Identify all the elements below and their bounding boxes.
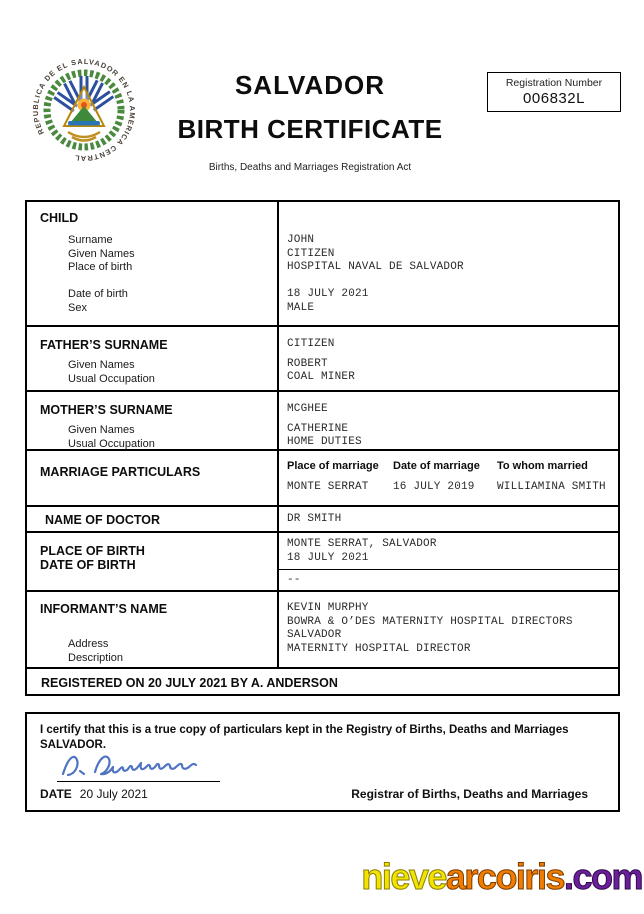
informant-labels-cell: [27, 592, 279, 667]
certificate-table: [25, 200, 620, 696]
seal-ring-text: REPUBLICA DE EL SALVADOR EN LA AMERICA CENTRAL: [30, 56, 138, 163]
certify-statement-line2: SALVADOR.: [40, 738, 107, 751]
birth-extra-value: --: [287, 574, 301, 586]
child-section-header: CHILD: [40, 211, 79, 225]
watermark-part2: arcoiris: [445, 856, 564, 897]
father-section-header: FATHER’S SURNAME: [40, 338, 168, 352]
child-given-names-label: Given Names: [68, 247, 135, 260]
watermark-part1: nieve: [361, 856, 446, 897]
father-given-names-value: ROBERT: [287, 357, 328, 370]
registered-line: REGISTERED ON 20 JULY 2021 BY A. ANDERSON: [41, 676, 338, 690]
informant-name-value: KEVIN MURPHY: [287, 602, 369, 614]
registrar-title: Registrar of Births, Deaths and Marriages: [351, 787, 588, 801]
signature-underline: [57, 781, 220, 782]
mother-section-header: MOTHER’S SURNAME: [40, 403, 173, 417]
marriage-col-date: [393, 460, 497, 505]
birth-values-bottom: [279, 569, 618, 590]
marriage-col-place: [287, 460, 393, 505]
date-of-birth-value: 18 JULY 2021: [287, 551, 369, 564]
father-values-cell: [279, 327, 618, 390]
el-salvador-seal: [24, 50, 144, 170]
doctor-row: [27, 505, 618, 531]
place-of-marriage-label: Place of marriage: [287, 460, 379, 472]
doctor-name-value: DR SMITH: [287, 513, 342, 525]
father-occupation-label: Usual Occupation: [68, 372, 155, 385]
informant-address-label: Address: [68, 638, 109, 650]
father-given-names-label: Given Names: [68, 359, 135, 371]
date-of-marriage-label: Date of marriage: [393, 460, 480, 472]
child-labels: [68, 234, 271, 315]
birth-labels-cell: [27, 533, 279, 590]
child-sex-value: MALE: [287, 301, 315, 314]
child-labels-cell: [27, 202, 279, 325]
child-surname-value: JOHN: [287, 234, 315, 246]
mother-occupation-value: HOME DUTIES: [287, 436, 362, 448]
certify-bottom-row: [40, 787, 588, 801]
child-place-of-birth-value: HOSPITAL NAVAL DE SALVADOR: [287, 261, 464, 273]
mother-given-names-label: Given Names: [68, 424, 135, 436]
document-subtitle: BIRTH CERTIFICATE: [177, 114, 443, 144]
child-place-of-birth-label: Place of birth: [68, 261, 133, 273]
mother-row: [27, 390, 618, 449]
father-row: [27, 325, 618, 390]
child-row: [27, 202, 618, 325]
title-block: [155, 70, 465, 173]
watermark-part3: .com: [563, 856, 642, 897]
doctor-label-cell: [27, 507, 279, 531]
father-labels-cell: [27, 327, 279, 390]
certification-box: [25, 712, 620, 812]
to-whom-married-label: To whom married: [497, 460, 588, 472]
child-date-of-birth-value: 18 JULY 2021: [287, 288, 369, 300]
certify-statement-line1: I certify that this is a true copy of particulars kept in the Registry of Births, Deaths and Marriages: [40, 724, 569, 736]
birth-row: [27, 531, 618, 590]
date-label: DATE: [40, 787, 72, 801]
informant-description-value: MATERNITY HOSPITAL DIRECTOR: [287, 642, 471, 655]
child-surname-label: Surname: [68, 234, 113, 246]
informant-org-value: BOWRA & O’DES MATERNITY HOSPITAL DIRECTORS: [287, 615, 573, 628]
informant-row: [27, 590, 618, 667]
date-value: 20 July 2021: [79, 787, 148, 801]
date-line: [40, 787, 148, 801]
child-sex-label: Sex: [68, 301, 87, 314]
informant-values-cell: [279, 592, 618, 667]
registration-number-box: [487, 72, 621, 112]
registration-number-value: 006832L: [523, 90, 585, 107]
registration-number-label: Registration Number: [505, 77, 603, 89]
mother-labels-cell: [27, 392, 279, 449]
site-watermark: [361, 857, 642, 897]
mother-surname-value: MCGHEE: [287, 403, 328, 415]
informant-section-header: INFORMANT’S NAME: [40, 602, 168, 616]
child-given-names-value: CITIZEN: [287, 247, 335, 260]
mother-values-cell: [279, 392, 618, 449]
marriage-section-header: MARRIAGE PARTICULARS: [40, 465, 201, 479]
doctor-section-header: NAME OF DOCTOR: [45, 513, 161, 527]
marriage-values-cell: [279, 451, 618, 505]
marriage-col-spouse: [497, 460, 612, 505]
father-occupation-value: COAL MINER: [287, 371, 356, 383]
child-values-cell: [279, 202, 618, 325]
doctor-value-cell: [279, 507, 618, 531]
mother-given-names-value: CATHERINE: [287, 422, 349, 435]
marriage-row: [27, 449, 618, 505]
informant-address-value: SALVADOR: [287, 629, 342, 641]
place-of-marriage-value: MONTE SERRAT: [287, 481, 369, 493]
mother-occupation-label: Usual Occupation: [68, 437, 155, 450]
child-date-of-birth-label: Date of birth: [68, 288, 128, 300]
birth-values-top: [279, 533, 618, 569]
marriage-labels-cell: [27, 451, 279, 505]
document-title: SALVADOR: [234, 70, 386, 100]
act-line: Births, Deaths and Marriages Registration Act: [208, 162, 412, 173]
date-of-marriage-value: 16 JULY 2019: [393, 481, 475, 493]
informant-description-label: Description: [68, 651, 124, 664]
seal-water: [68, 121, 100, 126]
place-of-birth-value: MONTE SERRAT, SALVADOR: [287, 538, 437, 550]
registered-row: [27, 667, 618, 694]
registrar-signature: [55, 747, 235, 783]
to-whom-married-value: WILLIAMINA SMITH: [497, 481, 606, 493]
birth-values-cell: [279, 533, 618, 590]
date-of-birth-header: DATE OF BIRTH: [40, 558, 136, 572]
father-surname-value: CITIZEN: [287, 338, 335, 350]
place-of-birth-header: PLACE OF BIRTH: [40, 544, 145, 558]
